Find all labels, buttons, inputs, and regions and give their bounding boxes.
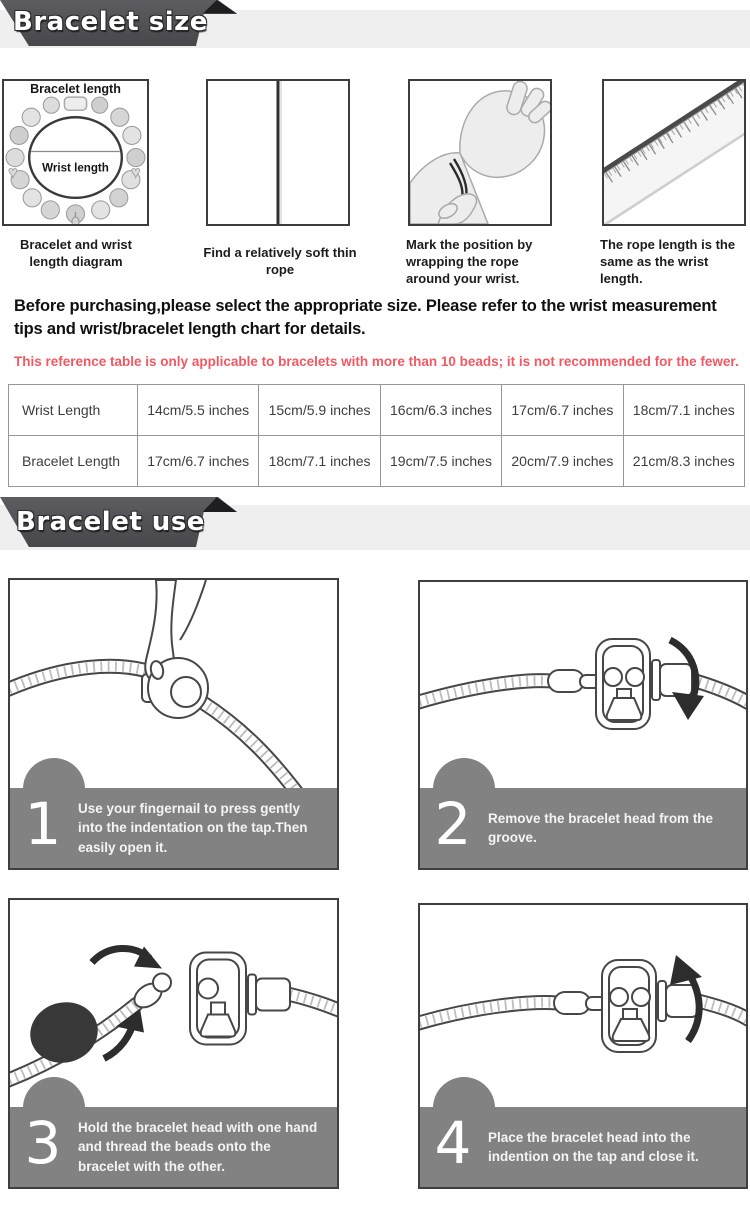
- table-cell: 21cm/8.3 inches: [623, 436, 744, 487]
- banner-title: Bracelet use: [16, 507, 205, 537]
- step-4-caption-bar: [420, 1107, 746, 1187]
- step-number: 4: [434, 1109, 472, 1177]
- intro-text: Before purchasing,please select the appropriate size. Please refer to the wrist measurement tips and wrist/bracelet length chart for details.: [14, 297, 717, 338]
- step-number: 1: [24, 790, 62, 858]
- step-text: Hold the bracelet head with one hand and thread the beads onto the bracelet with the other.: [78, 1120, 318, 1174]
- step-2-caption-bar: [420, 788, 746, 868]
- table-cell: 15cm/5.9 inches: [259, 385, 380, 436]
- wrap-rope-around-wrist-illustration: [410, 81, 550, 224]
- open-clasp-with-fingernail-illustration: [10, 580, 337, 788]
- panel-thin-rope: [206, 79, 350, 226]
- table-cell: 19cm/7.5 inches: [380, 436, 501, 487]
- table-cell: 17cm/6.7 inches: [502, 385, 623, 436]
- table-row-wrist: [9, 385, 745, 436]
- wrist-length-label: Wrist length: [42, 162, 109, 175]
- table-cell: 18cm/7.1 inches: [259, 436, 380, 487]
- bracelet-use-banner: [0, 497, 750, 555]
- panel-ruler: [602, 79, 746, 226]
- table-cell: 17cm/6.7 inches: [138, 436, 259, 487]
- step-2-panel: [418, 580, 748, 870]
- arrowhead-icon: [670, 955, 702, 985]
- step-number: 2: [434, 790, 472, 858]
- panel-wrap-wrist: [408, 79, 552, 226]
- banner-title: Bracelet size: [13, 7, 208, 37]
- note-text: This reference table is only applicable to bracelets with more than 10 beads; it is not recommended for the fewer.: [14, 354, 739, 369]
- heart-charm-icon: ♥: [8, 163, 18, 182]
- step-3-caption-bar: [10, 1107, 337, 1187]
- arrowhead-icon: [672, 692, 704, 720]
- ruler-illustration: [604, 81, 744, 224]
- table-cell: 16cm/6.3 inches: [380, 385, 501, 436]
- bracelet-size-banner: [0, 0, 750, 48]
- thread-beads-illustration: [10, 900, 337, 1107]
- caption-wrap-wrist: Mark the position by wrapping the rope around your wrist.: [406, 237, 533, 287]
- step-number: 3: [24, 1109, 62, 1177]
- step-1-panel: [8, 578, 339, 870]
- thin-rope-illustration: [208, 81, 348, 224]
- caption-ruler: The rope length is the same as the wrist length.: [600, 237, 736, 287]
- step-4-panel: [418, 903, 748, 1189]
- caption-bracelet-diagram: Bracelet and wrist length diagram: [20, 237, 132, 270]
- caption-thin-rope: Find a relatively soft thin rope: [203, 245, 357, 278]
- table-cell: 20cm/7.9 inches: [502, 436, 623, 487]
- dark-bead: [23, 995, 104, 1071]
- row-header: Wrist Length: [9, 385, 138, 436]
- table-row-bracelet: [9, 436, 745, 487]
- panel-bracelet-diagram: [2, 79, 149, 226]
- bracelet-length-label: Bracelet length: [30, 82, 121, 97]
- table-cell: 18cm/7.1 inches: [623, 385, 744, 436]
- table-cell: 14cm/5.5 inches: [138, 385, 259, 436]
- step-text: Remove the bracelet head from the groove.: [488, 810, 714, 845]
- charm-bracelet-illustration: [4, 81, 147, 224]
- remove-bracelet-head-illustration: [420, 582, 746, 788]
- row-header: Bracelet Length: [9, 436, 138, 487]
- step-text: Use your fingernail to press gently into the indentation on the tap.Then easily open it.: [78, 801, 308, 855]
- step-1-caption-bar: [10, 788, 337, 868]
- step-text: Place the bracelet head into the indention on the tap and close it.: [488, 1129, 699, 1164]
- step-3-panel: [8, 898, 339, 1189]
- size-table: [8, 384, 745, 487]
- heart-charm-icon: ♥: [130, 163, 141, 182]
